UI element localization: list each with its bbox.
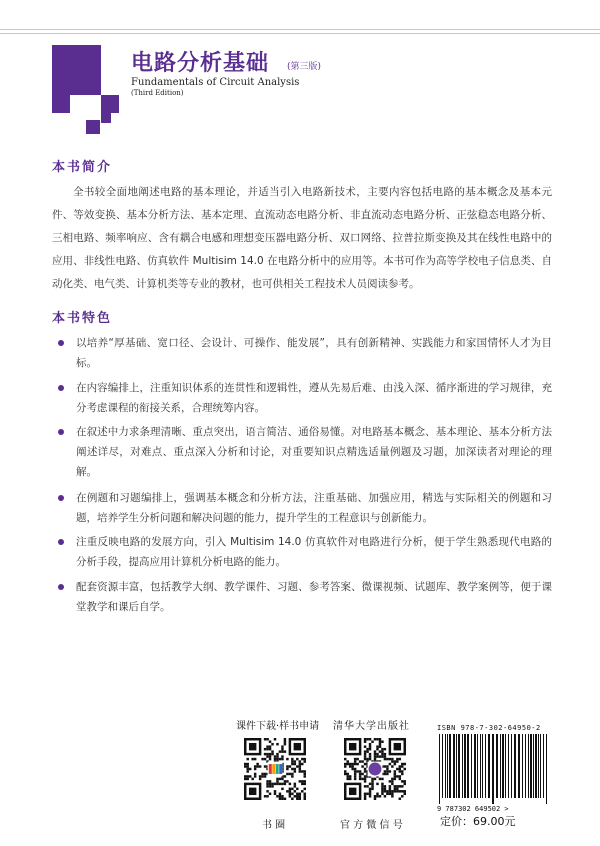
features-heading: 本书特色 xyxy=(52,311,113,326)
logo-square-small-3 xyxy=(52,95,70,113)
bullet-icon xyxy=(58,584,64,590)
bullet-icon xyxy=(58,340,64,346)
price-label: 定价：69.00元 xyxy=(440,815,516,828)
feature-item xyxy=(58,488,552,528)
feature-item xyxy=(58,577,552,617)
feature-text: 在内容编排上，注重知识体系的连贯性和逻辑性，遵从先易后难、由浅入深、循序渐进的学习规律，充分考虑课程的衔接关系，合理统筹内容。 xyxy=(76,382,552,414)
isbn-text: ISBN 978-7-302-64950-2 xyxy=(437,724,541,732)
feature-item xyxy=(58,532,552,572)
isbn-barcode xyxy=(437,724,550,813)
book-edition-cn: (第三版) xyxy=(287,62,322,72)
logo-square-small-1 xyxy=(86,120,100,134)
feature-item xyxy=(58,422,552,482)
feature-text: 以培养“厚基础、宽口径、会设计、可操作、能发展”，具有创新精神、实践能力和家国情怀人才为目标。 xyxy=(76,337,552,369)
bullet-icon xyxy=(58,385,64,391)
feature-item xyxy=(58,378,552,418)
feature-text: 在叙述中力求条理清晰、重点突出，语言简洁、通俗易懂。对电路基本概念、基本理论、基本分析方法阐述详尽，对难点、重点深入分析和讨论，对重要知识点精选适量例题及习题，加深读者对理论的理解。 xyxy=(76,426,552,478)
feature-item xyxy=(58,333,552,373)
qr-code-icon xyxy=(244,738,306,800)
publisher-name: 清华大学出版社 xyxy=(333,721,410,732)
intro-text: 全书较全面地阐述电路的基本理论，并适当引入电路新技术，主要内容包括电路的基本概念及基本元件、等效变换、基本分析方法、基本定理、直流动态电路分析、非直流动态电路分析、正弦稳态电路分析、三相电路、频率响应、含有耦合电感和理想变压器电路分析、双口网络、拉普拉斯变换及其在线性电路中的应用、非线性电路、仿真软件 Multisim 14.0 在电路分析中的应用等。本书可作为高等学校电子信息类、自动化类、电气类、计算机类等专业的教材，也可供相关工程技术人员阅读参考。 xyxy=(52,186,552,290)
bullet-icon xyxy=(58,495,64,501)
barcode-icon xyxy=(437,734,550,804)
qr1-top-label: 课件下载·样书申请 xyxy=(236,721,320,732)
feature-text: 配套资源丰富，包括教学大纲、教学课件、习题、参考答案、微课视频、试题库、教学案例等，便于课堂教学和课后自学。 xyxy=(76,581,552,613)
barcode-digits: 9 787302 649502 > xyxy=(437,805,509,813)
book-title-en: Fundamentals of Circuit Analysis xyxy=(131,77,300,88)
top-rule-1 xyxy=(0,29,600,30)
logo-square-medium xyxy=(101,95,119,113)
qr2-bottom-label: 官 方 微 信 号 xyxy=(340,820,403,831)
bullet-icon xyxy=(58,539,64,545)
book-edition-en: (Third Edition) xyxy=(131,89,184,97)
qr1-bottom-label: 书 圈 xyxy=(262,820,286,831)
logo-square-small-2 xyxy=(101,113,111,123)
feature-text: 在例题和习题编排上，强调基本概念和分析方法，注重基础、加强应用，精选与实际相关的例题和习题，培养学生分析问题和解决问题的能力，提升学生的工程意识与创新能力。 xyxy=(76,492,552,524)
top-rule-2 xyxy=(0,33,600,34)
qr-code-icon xyxy=(344,738,406,800)
book-title-cn: 电路分析基础 xyxy=(131,51,270,76)
bullet-icon xyxy=(58,429,64,435)
feature-text: 注重反映电路的发展方向，引入 Multisim 14.0 仿真软件对电路进行分析，便于学生熟悉现代电路的分析手段，提高应用计算机分析电路的能力。 xyxy=(76,536,552,568)
intro-heading: 本书简介 xyxy=(52,160,113,175)
logo-square-large xyxy=(52,45,101,95)
